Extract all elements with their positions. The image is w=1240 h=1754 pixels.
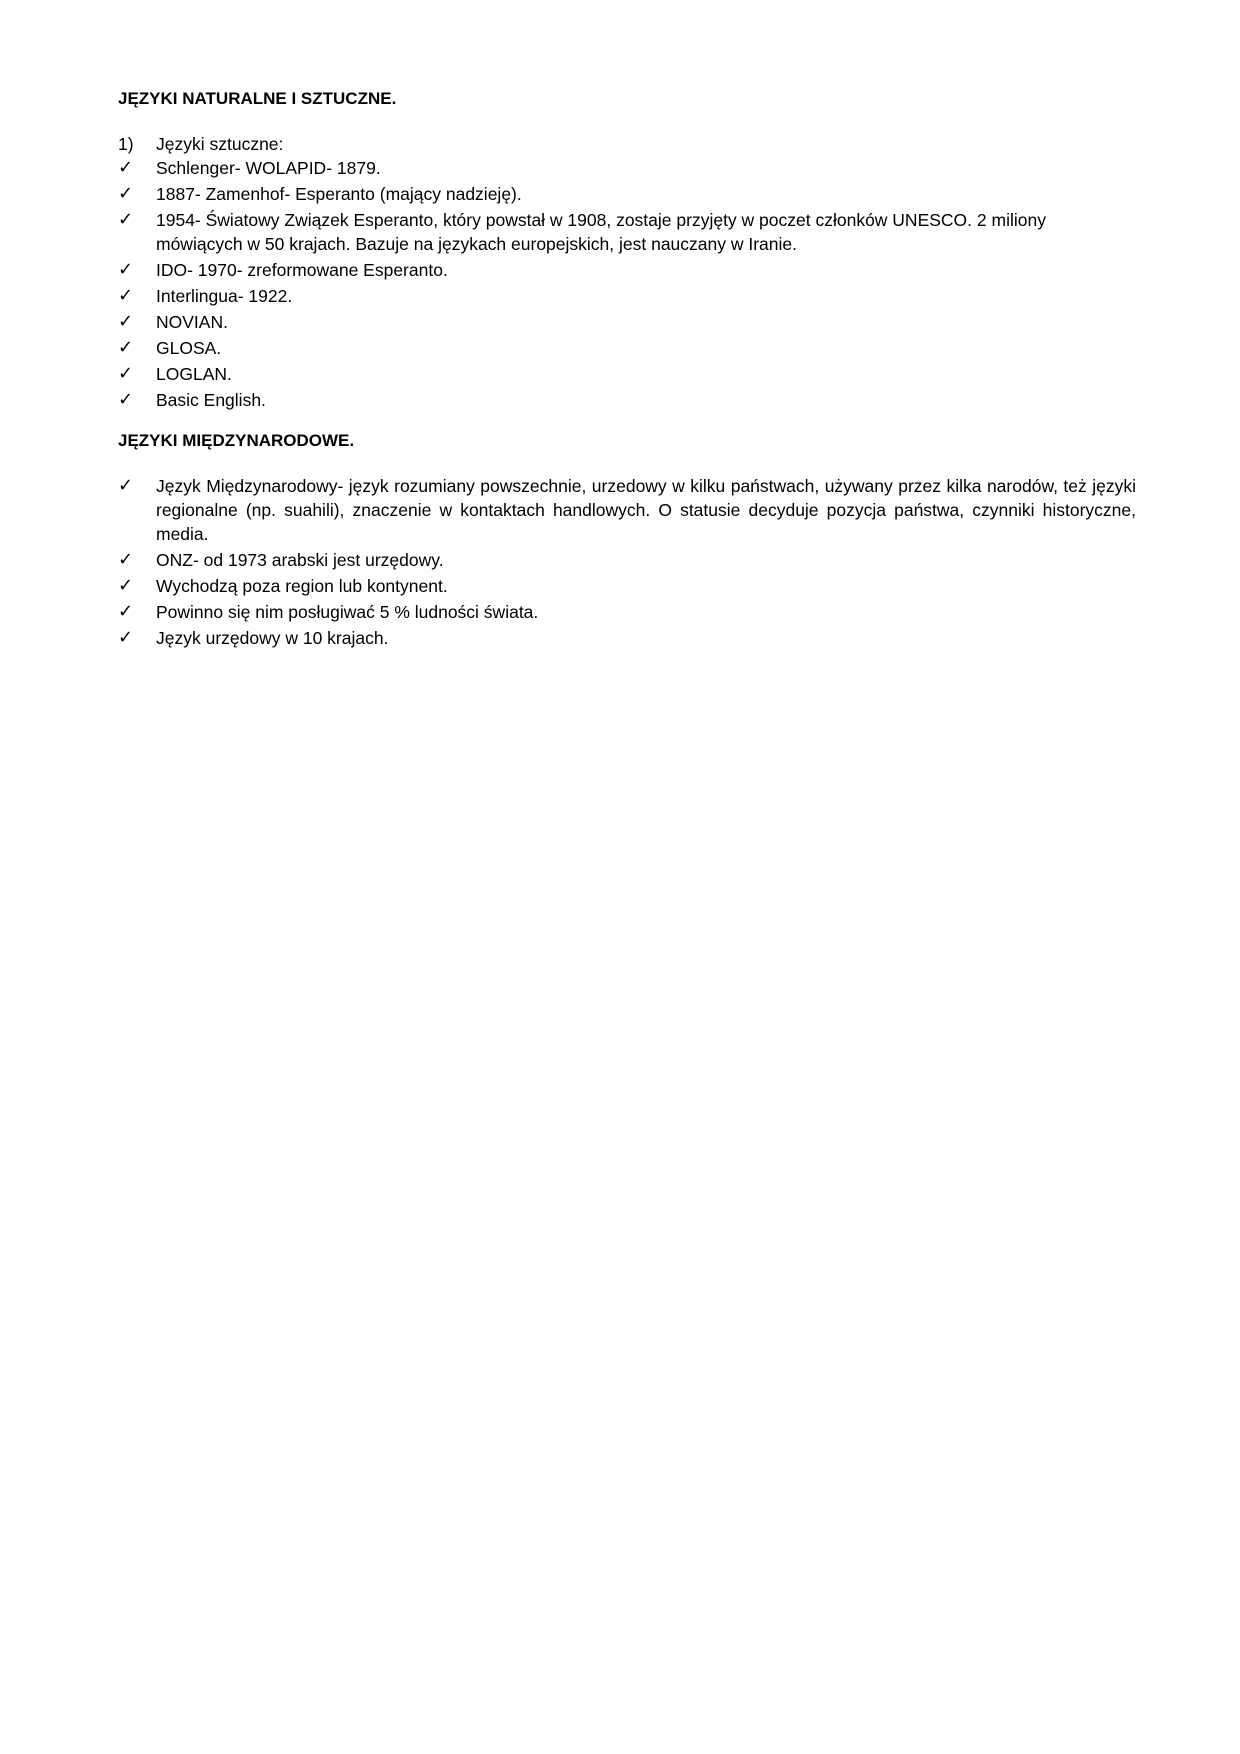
list-item — [118, 626, 1136, 650]
numbered-item-text: Języki sztuczne: — [156, 134, 284, 154]
numbered-item-artificial-languages — [118, 132, 1136, 156]
list-item-text: Język urzędowy w 10 krajach. — [156, 628, 389, 648]
checkmark-icon: ✓ — [118, 337, 134, 358]
list-item — [118, 388, 1136, 412]
section-heading-natural-artificial: JĘZYKI NATURALNE I SZTUCZNE. — [118, 89, 397, 108]
list-item-text: Interlingua- 1922. — [156, 286, 293, 306]
checkmark-icon: ✓ — [118, 157, 134, 178]
checkmark-icon: ✓ — [118, 549, 134, 570]
checkmark-icon: ✓ — [118, 575, 134, 596]
list-item-text: IDO- 1970- zreformowane Esperanto. — [156, 260, 448, 280]
checkmark-icon: ✓ — [118, 311, 134, 332]
checkmark-icon: ✓ — [118, 389, 134, 410]
list-item — [118, 208, 1136, 256]
list-item-text: Język Międzynarodowy- język rozumiany powszechnie, urzedowy w kilku państwach, używany przez kilka narodów, też języki regionalne (np. suahili), znaczenie w kontaktach handlowych. O statusie decyduje pozycja państwa, czynniki historyczne, media. — [156, 476, 1136, 544]
list-item-text: NOVIAN. — [156, 312, 228, 332]
checkmark-icon: ✓ — [118, 601, 134, 622]
section-heading-international: JĘZYKI MIĘDZYNARODOWE. — [118, 431, 355, 450]
checkmark-icon: ✓ — [118, 627, 134, 648]
list-item-text: ONZ- od 1973 arabski jest urzędowy. — [156, 550, 444, 570]
checkmark-icon: ✓ — [118, 475, 134, 496]
checkmark-icon: ✓ — [118, 183, 134, 204]
list-number: 1) — [118, 134, 134, 154]
list-item — [118, 182, 1136, 206]
list-item — [118, 156, 1136, 180]
list-item — [118, 474, 1136, 546]
checkmark-icon: ✓ — [118, 285, 134, 306]
list-item — [118, 336, 1136, 360]
list-item-text: LOGLAN. — [156, 364, 232, 384]
list-item-text: Basic English. — [156, 390, 266, 410]
list-item-text: GLOSA. — [156, 338, 222, 358]
list-item-text: 1954- Światowy Związek Esperanto, który powstał w 1908, zostaje przyjęty w poczet członków UNESCO. 2 miliony mówiących w 50 krajach. Bazuje na językach europejskich, jest nauczany w Iranie. — [156, 210, 1046, 254]
list-item — [118, 574, 1136, 598]
checkmark-icon: ✓ — [118, 259, 134, 280]
list-item — [118, 284, 1136, 308]
checkmark-icon: ✓ — [118, 363, 134, 384]
list-item — [118, 600, 1136, 624]
checkmark-icon: ✓ — [118, 209, 134, 230]
list-item — [118, 548, 1136, 572]
list-item-text: 1887- Zamenhof- Esperanto (mający nadzieję). — [156, 184, 522, 204]
list-item-text: Powinno się nim posługiwać 5 % ludności świata. — [156, 602, 539, 622]
list-item — [118, 362, 1136, 386]
list-item — [118, 258, 1136, 282]
list-item — [118, 310, 1136, 334]
list-item-text: Schlenger- WOLAPID- 1879. — [156, 158, 381, 178]
document-content — [118, 88, 1136, 652]
international-languages-list — [118, 474, 1136, 650]
list-item-text: Wychodzą poza region lub kontynent. — [156, 576, 448, 596]
artificial-languages-list — [118, 156, 1136, 412]
